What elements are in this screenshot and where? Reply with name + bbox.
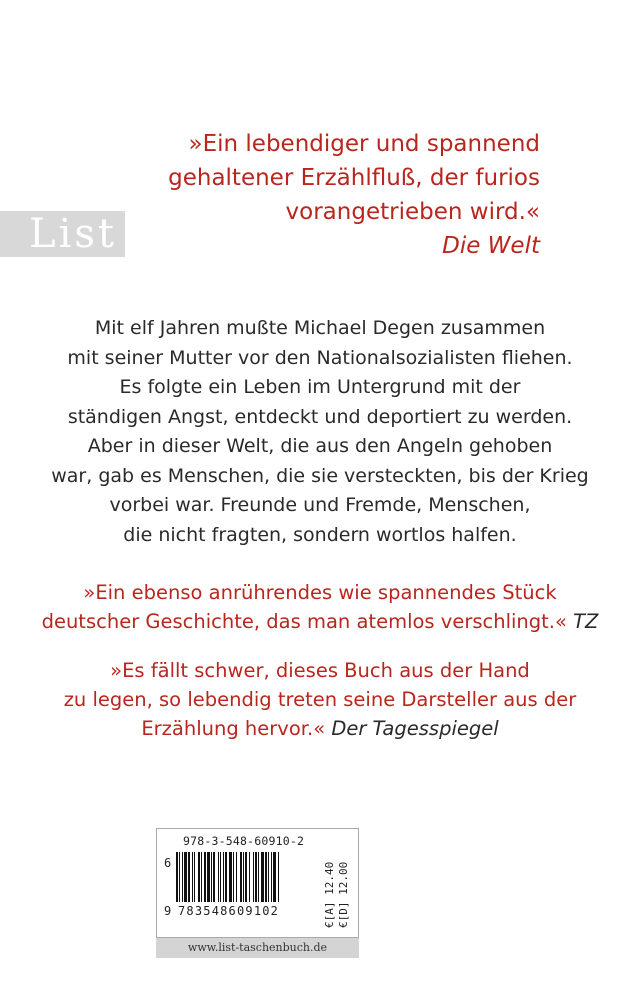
isbn-number: 978-3-548-60910-2 <box>183 834 305 848</box>
barcode-bar <box>229 852 232 902</box>
barcode-bar <box>192 852 193 902</box>
ean-digits: 783548609102 <box>178 904 280 918</box>
review-quote-tz <box>20 578 620 636</box>
barcode-bar <box>201 852 202 902</box>
barcode-bar <box>184 852 187 902</box>
blurb-line: Mit elf Jahren mußte Michael Degen zusammen <box>94 317 546 339</box>
review-line: zu legen, so lebendig treten seine Darsteller aus der <box>63 688 577 711</box>
barcode-bar <box>265 852 267 902</box>
barcode-bar <box>278 852 279 902</box>
barcode-bar <box>213 852 215 902</box>
barcode-bar <box>223 852 224 902</box>
barcode-bar <box>182 852 183 902</box>
barcode-bar <box>236 852 237 902</box>
top-quote-source: Die Welt <box>442 233 540 259</box>
review-line: »Es fällt schwer, dieses Buch aus der Hand <box>110 659 530 682</box>
review-line: »Ein ebenso anrührendes wie spannendes Stück <box>83 581 557 604</box>
barcode-bar <box>233 852 234 902</box>
barcode-bar <box>271 852 272 902</box>
barcode-bar <box>243 852 244 902</box>
publisher-logo: List <box>0 211 125 257</box>
review-line: Erzählung hervor.« <box>141 717 326 740</box>
top-quote <box>100 127 540 263</box>
barcode-bar <box>245 852 247 902</box>
barcode-bar <box>211 852 212 902</box>
barcode-bar <box>207 852 210 902</box>
blurb-line: Es folgte ein Leben im Untergrund mit der <box>119 376 521 398</box>
review-line-with-source <box>20 607 620 636</box>
barcode-bar <box>268 852 269 902</box>
blurb-line: mit seiner Mutter vor den Nationalsozialisten fliehen. <box>67 346 573 369</box>
blurb-line: die nicht fragten, sondern wortlos halfen. <box>123 523 517 546</box>
barcode-bar <box>240 852 242 902</box>
price-germany: €[D] 12.00 <box>337 861 350 928</box>
barcode-bar <box>273 852 276 902</box>
review-source: TZ <box>573 610 599 633</box>
barcode-bar <box>225 852 227 902</box>
blurb-line: vorbei war. Freunde und Fremde, Menschen, <box>109 494 531 516</box>
price-austria: €[A] 12.40 <box>323 861 336 928</box>
barcode-bar <box>179 852 180 902</box>
barcode-bar <box>188 852 190 902</box>
book-blurb <box>40 314 600 550</box>
barcode-bar <box>258 852 259 902</box>
barcode-bar <box>249 852 250 902</box>
ean-first-digit: 9 <box>164 904 172 918</box>
blurb-line: war, gab es Menschen, die sie versteckten, bis der Krieg <box>51 464 589 487</box>
barcode-bar <box>198 852 200 902</box>
barcode-bar <box>176 852 178 902</box>
review-line: deutscher Geschichte, das man atemlos verschlingt.« <box>41 610 567 633</box>
barcode-bar <box>194 852 195 902</box>
barcode-bar <box>255 852 257 902</box>
top-quote-line: »Ein lebendiger und spannend <box>188 131 540 157</box>
barcode-bar <box>220 852 221 902</box>
top-quote-line: vorangetrieben wird.« <box>285 199 540 225</box>
blurb-line: ständigen Angst, entdeckt und deportiert zu werden. <box>67 405 573 428</box>
barcode-bar <box>253 852 254 902</box>
publisher-website: www.list-taschenbuch.de <box>156 938 359 958</box>
barcode-icon <box>176 852 316 904</box>
barcode-add-on-digit: 6 <box>164 856 172 870</box>
review-line-with-source <box>20 714 620 743</box>
blurb-line: Aber in dieser Welt, die aus den Angeln gehoben <box>87 435 553 457</box>
barcode-bar <box>204 852 206 902</box>
barcode-bar <box>218 852 219 902</box>
review-source: Der Tagesspiegel <box>331 717 499 740</box>
review-quote-tagesspiegel <box>20 656 620 743</box>
barcode-bar <box>261 852 264 902</box>
top-quote-line: gehaltener Erzählfluß, der furios <box>168 165 540 191</box>
